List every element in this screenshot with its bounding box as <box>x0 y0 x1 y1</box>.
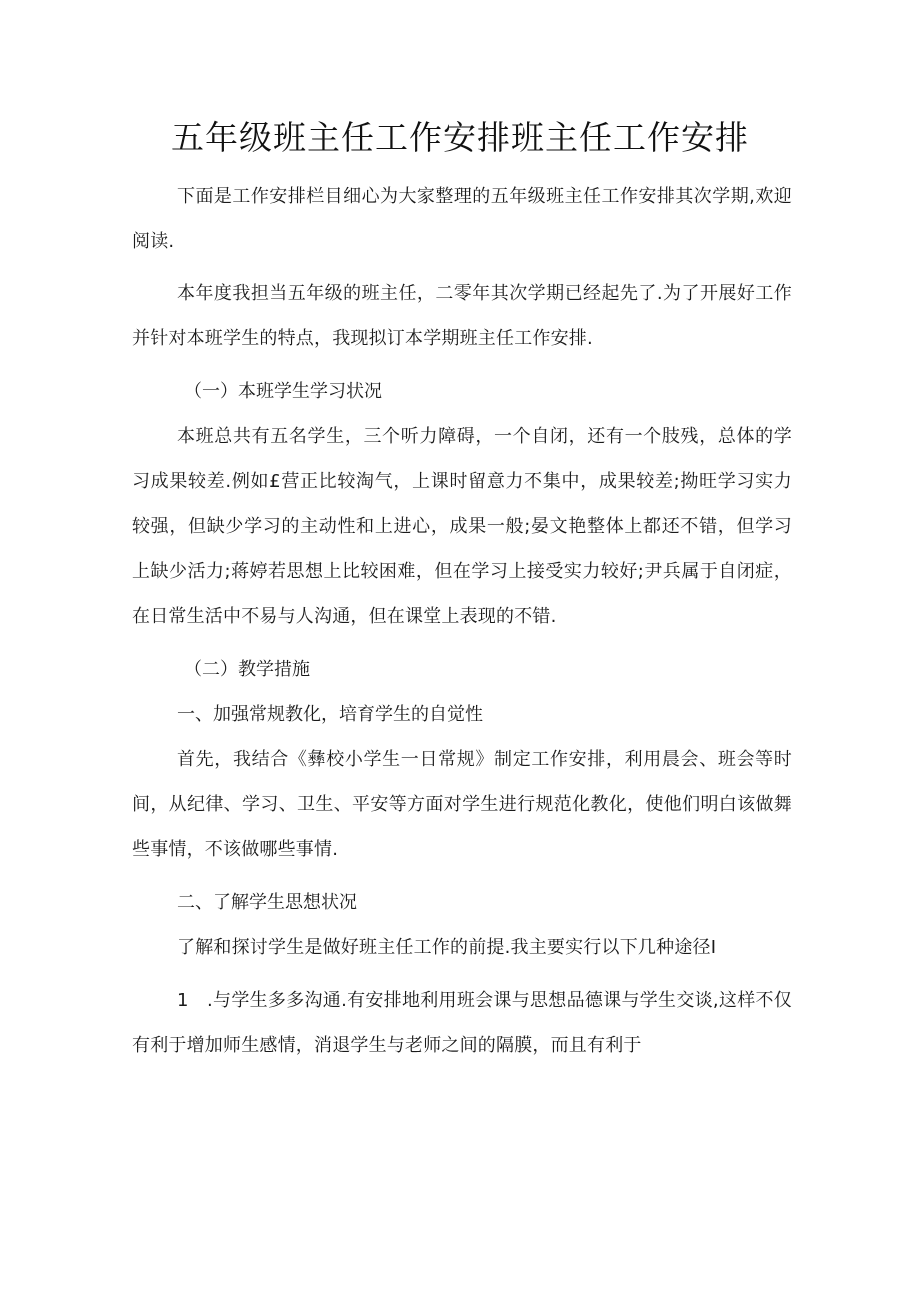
section-heading-1: （一）本班学生学习状况 <box>184 381 382 402</box>
list-item-1-heading: 一、加强常规教化，培育学生的自觉性 <box>177 704 483 725</box>
paragraph-2: 本班总共有五名学生，三个听力障碍，一个自闭，还有一个肢残，总体的学习成果较差.例如£营正比较淘气，上课时留意力不集中，成果较差;拗旺学习实力较强，但缺少学习的主动性和上进心，成果一般;晏文艳整体上都还不错，但学习上缺少活力;蒋婷若思想上比较困难，但在学习上接受实力较好;尹兵属于自闭症，在日常生活中不易与人沟通，但在课堂上表现的不错. <box>132 426 792 627</box>
section-heading-2: （二）教学措施 <box>184 659 310 680</box>
document-body <box>132 174 792 1068</box>
paragraph-1: 本年度我担当五年级的班主任，二零年其次学期已经起先了.为了开展好工作并针对本班学生的特点，我现拟订本学期班主任工作安排. <box>132 283 792 349</box>
document-title: 五年级班主任工作安排班主任工作安排 <box>171 118 749 157</box>
intro-paragraph: 下面是工作安排栏目细心为大家整理的五年级班主任工作安排其次学期,欢迎阅读. <box>132 186 792 252</box>
paragraph-4: 了解和探讨学生是做好班主任工作的前提.我主要实行以下几种途径I <box>177 937 717 958</box>
list-item-2-heading: 二、了解学生思想状况 <box>177 892 357 913</box>
paragraph-5: 1 .与学生多多沟通.有安排地利用班会课与思想品德课与学生交谈,这样不仅有利于增加师生感情，消退学生与老师之间的隔膜，而且有利于 <box>132 990 792 1056</box>
paragraph-3: 首先，我结合《彝校小学生一日常规》制定工作安排，利用晨会、班会等时间，从纪律、学习、卫生、平安等方面对学生进行规范化教化，使他们明白该做舞些事情，不该做哪些事情. <box>132 749 792 860</box>
